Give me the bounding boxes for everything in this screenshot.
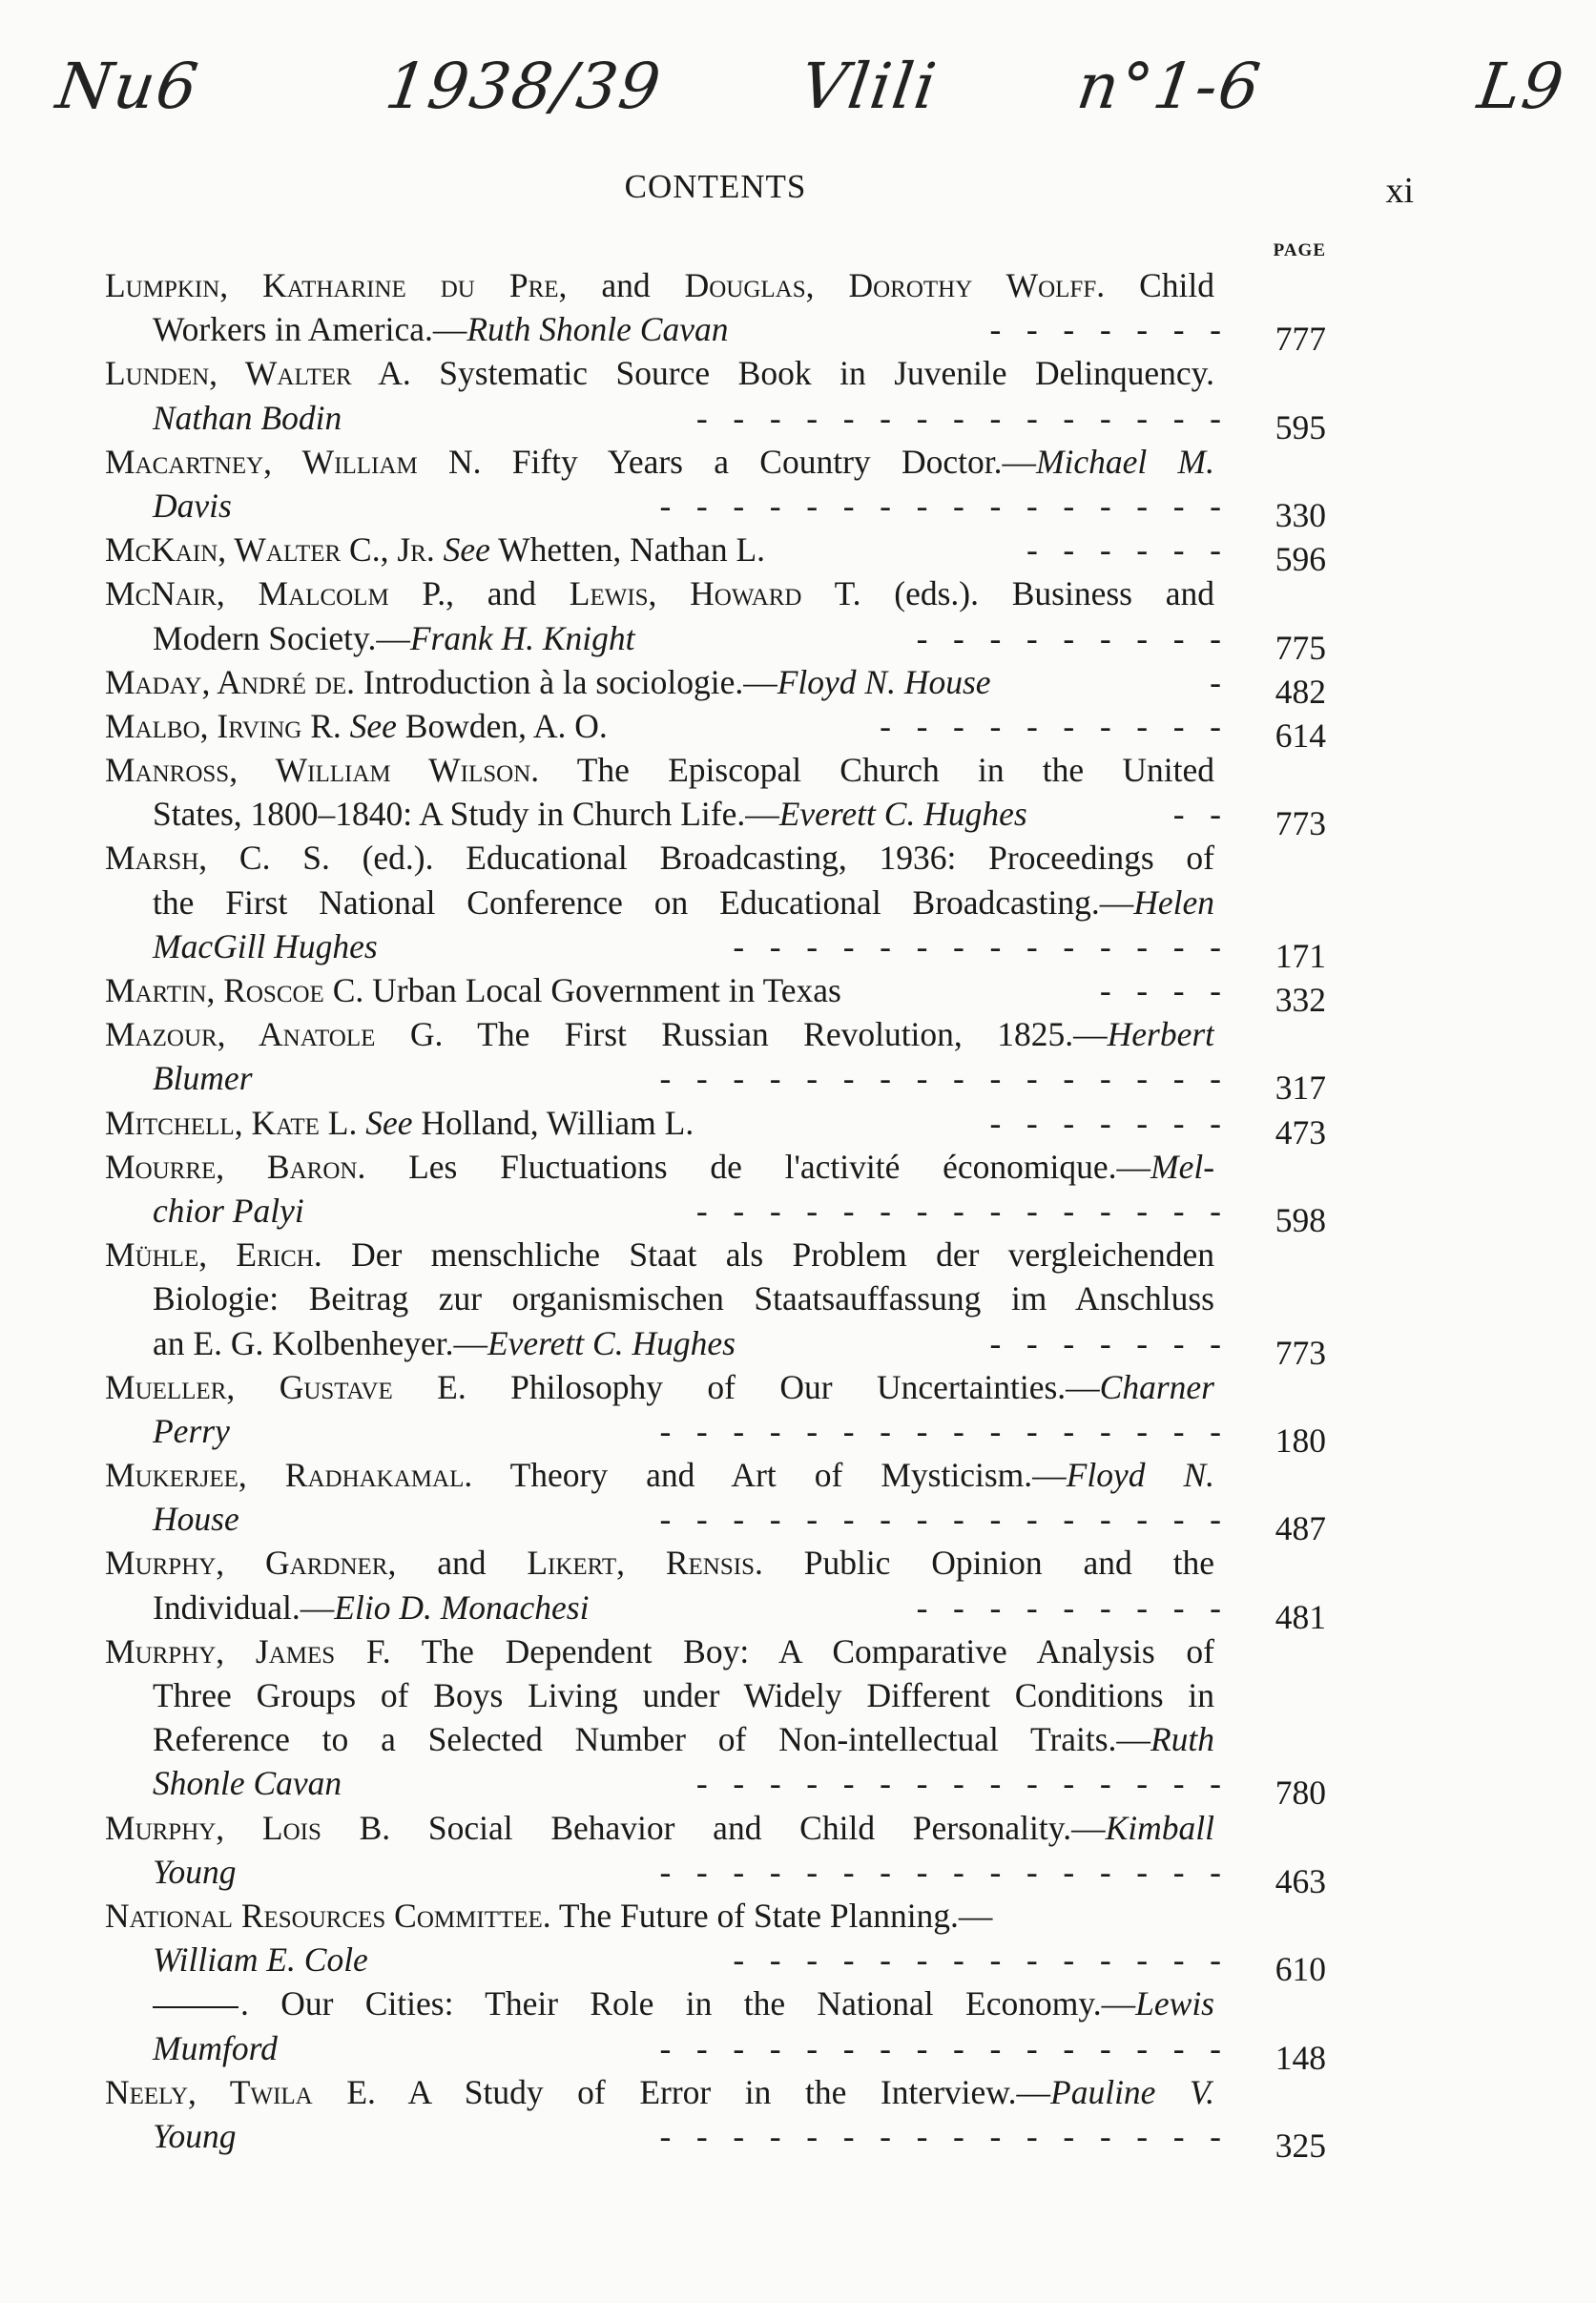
contents-entry (105, 571, 1326, 667)
entry-line: House - - - - - - - - - - - - - - - - 487 (105, 1497, 1326, 1541)
entry-line: Mühle, Erich. Der menschliche Staat als Problem der vergleichenden (105, 1235, 1214, 1275)
page-number: 487 (1275, 1509, 1326, 1548)
entry-line: Macartney, William N. Fifty Years a Country Doctor.—Michael M. (105, 442, 1214, 481)
handwritten-mark: Vlili (796, 50, 943, 123)
entry-line: Nathan Bodin - - - - - - - - - - - - - - - 595 (105, 396, 1326, 440)
contents-entry (105, 2070, 1326, 2165)
entry-line: Mukerjee, Radhakamal. Theory and Art of Mysticism.—Floyd N. (105, 1456, 1214, 1495)
entry-line: Marsh, C. S. (ed.). Educational Broadcasting, 1936: Proceedings of (105, 839, 1214, 878)
page-number: 598 (1275, 1200, 1326, 1239)
contents-entry (105, 1365, 1326, 1460)
contents-entry (105, 263, 1326, 359)
contents-entry (105, 1981, 1326, 2077)
entry-line: Three Groups of Boys Living under Widely Different Conditions in (153, 1676, 1214, 1714)
entry-line: States, 1800–1840: A Study in Church Life.—Everett C. Hughes - - 773 (105, 792, 1326, 836)
entry-line: Shonle Cavan - - - - - - - - - - - - - - - 780 (105, 1761, 1326, 1805)
folio-number: xi (1385, 171, 1414, 211)
contents-entry (105, 1806, 1326, 1900)
entry-line: Manross, William Wilson. The Episcopal Church in the United (105, 751, 1214, 790)
entry-line: Malbo, Irving R. See Bowden, A. O. - - - - - - - - - - 614 (105, 704, 1326, 748)
entry-line: Reference to a Selected Number of Non-intellectual Traits.—Ruth (153, 1720, 1214, 1759)
page-number: 482 (1275, 672, 1326, 711)
contents-entry (105, 351, 1326, 446)
contents-entry (105, 660, 1326, 711)
entry-line: Mourre, Baron. Les Fluctuations de l'activité économique.—Mel- (105, 1147, 1214, 1186)
entry-line: Lumpkin, Katharine du Pre, and Douglas, Dorothy Wolff. Child (105, 266, 1214, 304)
contents-entry (105, 1145, 1326, 1239)
entry-line: chior Palyi - - - - - - - - - - - - - - - 598 (105, 1189, 1326, 1233)
page-number: 777 (1275, 320, 1326, 359)
page-number: 775 (1275, 628, 1326, 667)
page-number: 332 (1275, 981, 1326, 1019)
ditto-rule (153, 2006, 238, 2008)
entry-line: Mazour, Anatole G. The First Russian Revolution, 1825.—Herbert (105, 1015, 1214, 1054)
entry-line: Mumford - - - - - - - - - - - - - - - - 148 (105, 2026, 1326, 2070)
contents-entry (105, 1233, 1326, 1372)
page-number: 614 (1275, 716, 1326, 755)
contents-entry (105, 1453, 1326, 1548)
page-number: 481 (1275, 1597, 1326, 1636)
page-number: 773 (1275, 1333, 1326, 1372)
entry-line: National Resources Committee. The Future of State Planning.— (105, 1896, 993, 1935)
handwritten-mark: L9 (1473, 50, 1570, 123)
contents-entry (105, 748, 1326, 843)
entry-line: McKain, Walter C., Jr. See Whetten, Nathan L. - - - - - - 596 (105, 528, 1326, 571)
entry-line: Neely, Twila E. A Study of Error in the Interview.—Pauline V. (105, 2072, 1214, 2111)
entry-line: Maday, André de. Introduction à la sociologie.—Floyd N. House - 482 (105, 660, 1326, 704)
entry-line: McNair, Malcolm P., and Lewis, Howard T. (eds.). Business and (105, 574, 1214, 613)
entry-line: MacGill Hughes - - - - - - - - - - - - - - 171 (105, 924, 1326, 968)
entry-line: Mitchell, Kate L. See Holland, William L. - - - - - - - 473 (105, 1101, 1326, 1145)
page-number: 317 (1275, 1069, 1326, 1108)
contents-entry (105, 1101, 1326, 1152)
entry-line: Individual.—Elio D. Monachesi - - - - - - - - - 481 (105, 1586, 1326, 1629)
page-number: 180 (1275, 1421, 1326, 1460)
contents-entry (105, 704, 1326, 755)
page-number: 780 (1275, 1774, 1326, 1813)
page-number: 171 (1275, 936, 1326, 975)
contents-entry (105, 1629, 1326, 1813)
entry-line: . Our Cities: Their Role in the National Economy.—Lewis (105, 1981, 1214, 2025)
handwritten-mark: Nu6 (52, 50, 204, 123)
page-number: 463 (1275, 1861, 1326, 1900)
entry-line: Blumer - - - - - - - - - - - - - - - - 317 (105, 1056, 1326, 1100)
entry-line: Murphy, Lois B. Social Behavior and Child Personality.—Kimball (105, 1808, 1214, 1847)
contents-entry (105, 836, 1326, 975)
handwritten-annotation (48, 50, 1570, 145)
page-number: 596 (1275, 540, 1326, 579)
entry-line: Perry - - - - - - - - - - - - - - - - 180 (105, 1409, 1326, 1453)
entry-line: Murphy, Gardner, and Likert, Rensis. Public Opinion and the (105, 1544, 1214, 1583)
contents-entry (105, 968, 1326, 1019)
contents-entry (105, 1541, 1326, 1636)
page-number: 473 (1275, 1112, 1326, 1152)
entry-line: Workers in America.—Ruth Shonle Cavan - - - - - - - 777 (105, 307, 1326, 351)
entry-line: Mueller, Gustave E. Philosophy of Our Uncertainties.—Charner (105, 1367, 1214, 1406)
running-head (105, 168, 1414, 225)
entry-line: Murphy, James F. The Dependent Boy: A Comparative Analysis of (105, 1631, 1214, 1670)
contents-entry (105, 1894, 1326, 1989)
page-number: 148 (1275, 2038, 1326, 2077)
contents-list (105, 263, 1326, 2165)
entry-line: William E. Cole - - - - - - - - - - - - - - 610 (105, 1938, 1326, 1981)
page-number: 773 (1275, 804, 1326, 843)
entry-line: Martin, Roscoe C. Urban Local Government in Texas - - - - 332 (105, 968, 1326, 1012)
handwritten-mark: n°1-6 (1072, 50, 1267, 123)
contents-entry (105, 440, 1326, 534)
entry-line: the First National Conference on Educational Broadcasting.—Helen (153, 882, 1214, 922)
entry-line: an E. G. Kolbenheyer.—Everett C. Hughes - - - - - - - 773 (105, 1321, 1326, 1365)
entry-line: Davis - - - - - - - - - - - - - - - - 330 (105, 484, 1326, 528)
entry-line: Lunden, Walter A. Systematic Source Book in Juvenile Delinquency. (105, 354, 1214, 393)
entry-line: Modern Society.—Frank H. Knight - - - - - - - - - 775 (105, 616, 1326, 660)
entry-line: Young - - - - - - - - - - - - - - - - 325 (105, 2114, 1326, 2158)
contents-entry (105, 1012, 1326, 1108)
entry-line: Biologie: Beitrag zur organismischen Staatsauffassung im Anschluss (153, 1279, 1214, 1318)
handwritten-mark: 1938/39 (381, 50, 667, 123)
page-number: 595 (1275, 407, 1326, 446)
page-number: 330 (1275, 495, 1326, 534)
page-column-label: PAGE (1273, 240, 1326, 260)
page-number: 610 (1275, 1950, 1326, 1989)
page-number: 325 (1275, 2126, 1326, 2165)
contents-entry (105, 528, 1326, 579)
entry-line: Young - - - - - - - - - - - - - - - - 463 (105, 1850, 1326, 1894)
page-title: CONTENTS (624, 168, 807, 205)
